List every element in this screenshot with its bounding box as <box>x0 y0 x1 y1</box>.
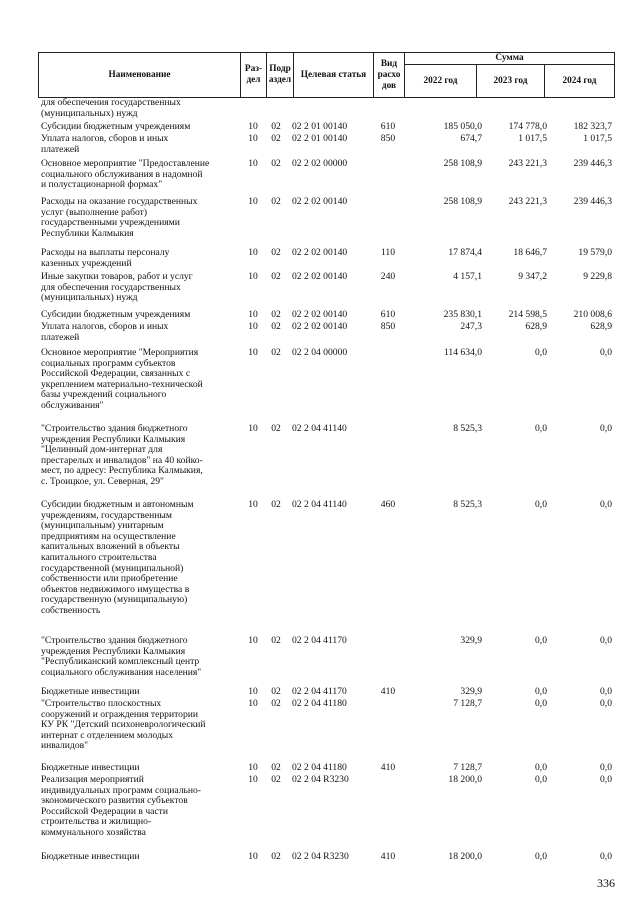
cell-podrazdel: 02 <box>271 423 281 434</box>
cell-sum-2024: 210 008,6 <box>573 309 612 320</box>
cell-target-article: 02 2 02 00140 <box>292 247 348 258</box>
header-expense-type: Вид расхо дов <box>374 53 405 98</box>
cell-razdel: 10 <box>248 851 258 862</box>
cell-target-article: 02 2 04 R3230 <box>292 851 349 862</box>
cell-sum-2022: 18 200,0 <box>448 774 482 785</box>
cell-razdel: 10 <box>248 309 258 320</box>
header-year-2023: 2023 год <box>477 65 545 98</box>
cell-sum-2022: 8 525,3 <box>453 423 482 434</box>
cell-razdel: 10 <box>248 423 258 434</box>
cell-name: Уплата налогов, сборов и иных платежей <box>41 133 169 155</box>
cell-razdel: 10 <box>248 762 258 773</box>
cell-expense-type: 410 <box>380 851 396 862</box>
header-year-2024: 2024 год <box>545 65 615 98</box>
cell-razdel: 10 <box>248 196 258 207</box>
cell-sum-2024: 182 323,7 <box>573 121 612 132</box>
cell-sum-2022: 258 108,9 <box>443 158 482 169</box>
cell-sum-2023: 1 017,5 <box>518 133 547 144</box>
cell-name: Основное мероприятие "Мероприятия социальных программ субъектов Российской Федерации, связанных с укреплением материально-технической базы учреждений социального обслуживания" <box>41 347 203 411</box>
cell-razdel: 10 <box>248 271 258 282</box>
cell-name: "Строительство плоскостных сооружений и ограждения территории КУ РК "Детский психоневрологический интернат с отделением молодых инвалидов" <box>41 698 206 752</box>
header-year-2022: 2022 год <box>405 65 477 98</box>
cell-sum-2022: 8 525,3 <box>453 499 482 510</box>
cell-sum-2024: 628,9 <box>590 321 612 332</box>
cell-sum-2023: 0,0 <box>535 499 547 510</box>
cell-name: Бюджетные инвестиции <box>41 762 140 773</box>
cell-sum-2022: 18 200,0 <box>448 851 482 862</box>
cell-target-article: 02 2 04 41170 <box>292 686 347 697</box>
cell-sum-2022: 674,7 <box>460 133 482 144</box>
cell-sum-2022: 247,3 <box>460 321 482 332</box>
cell-name: Расходы на оказание государственных услуг (выполнение работ) государственными учреждениями Республики Калмыкия <box>41 196 198 239</box>
cell-sum-2024: 239 446,3 <box>573 158 612 169</box>
cell-sum-2024: 0,0 <box>600 499 612 510</box>
cell-podrazdel: 02 <box>271 247 281 258</box>
cell-sum-2022: 7 128,7 <box>453 698 482 709</box>
cell-target-article: 02 2 02 00140 <box>292 271 348 282</box>
cell-podrazdel: 02 <box>271 698 281 709</box>
header-target-article: Целевая статья <box>294 53 374 98</box>
cell-target-article: 02 2 04 41180 <box>292 698 347 709</box>
cell-sum-2024: 0,0 <box>600 774 612 785</box>
cell-sum-2023: 243 221,3 <box>508 158 547 169</box>
cell-razdel: 10 <box>248 133 258 144</box>
cell-sum-2022: 329,9 <box>460 635 482 646</box>
cell-podrazdel: 02 <box>271 121 281 132</box>
cell-razdel: 10 <box>248 121 258 132</box>
cell-name: Бюджетные инвестиции <box>41 851 140 862</box>
cell-target-article: 02 2 02 00140 <box>292 309 348 320</box>
cell-podrazdel: 02 <box>271 499 281 510</box>
cell-sum-2023: 0,0 <box>535 774 547 785</box>
cell-podrazdel: 02 <box>271 158 281 169</box>
cell-razdel: 10 <box>248 698 258 709</box>
cell-podrazdel: 02 <box>271 321 281 332</box>
cell-sum-2023: 0,0 <box>535 762 547 773</box>
cell-razdel: 10 <box>248 686 258 697</box>
cell-podrazdel: 02 <box>271 133 281 144</box>
cell-expense-type: 850 <box>380 321 396 332</box>
cell-sum-2024: 0,0 <box>600 635 612 646</box>
cell-name: Реализация мероприятий индивидуальных программ социально- экономического развития субъектов Российской Федерации в части строительства и жилищно- коммунального хозяйства <box>41 774 201 838</box>
cell-name: Субсидии бюджетным и автономным учреждениям, государственным (муниципальным) унитарным предприятиям на осуществление капитальных вложений в объекты капитального строительства государственной (муниципальной) собственности или приобретение объектов недвижимого имущества в государственную (муниципальную) собственность <box>41 499 194 616</box>
cell-sum-2022: 4 157,1 <box>453 271 482 282</box>
cell-podrazdel: 02 <box>271 271 281 282</box>
cell-sum-2022: 235 830,1 <box>443 309 482 320</box>
cell-sum-2024: 0,0 <box>600 698 612 709</box>
cell-target-article: 02 2 02 00140 <box>292 321 348 332</box>
cell-sum-2023: 18 646,7 <box>513 247 547 258</box>
cell-expense-type: 410 <box>380 762 396 773</box>
cell-expense-type: 110 <box>380 247 396 258</box>
header-podrazdel: Подр аздел <box>267 53 294 98</box>
cell-target-article: 02 2 02 00000 <box>292 158 348 169</box>
cell-sum-2024: 0,0 <box>600 851 612 862</box>
page-number: 336 <box>597 876 615 890</box>
cell-target-article: 02 2 01 00140 <box>292 121 348 132</box>
cell-sum-2022: 185 050,0 <box>443 121 482 132</box>
cell-sum-2023: 214 598,5 <box>508 309 547 320</box>
cell-target-article: 02 2 04 R3230 <box>292 774 349 785</box>
cell-name: Субсидии бюджетным учреждениям <box>41 309 191 320</box>
cell-sum-2024: 0,0 <box>600 347 612 358</box>
cell-target-article: 02 2 02 00140 <box>292 196 348 207</box>
cell-sum-2023: 243 221,3 <box>508 196 547 207</box>
cell-podrazdel: 02 <box>271 686 281 697</box>
cell-sum-2024: 0,0 <box>600 423 612 434</box>
cell-razdel: 10 <box>248 635 258 646</box>
cell-sum-2024: 19 579,0 <box>578 247 612 258</box>
cell-target-article: 02 2 01 00140 <box>292 133 348 144</box>
cell-sum-2024: 1 017,5 <box>583 133 612 144</box>
cell-expense-type: 410 <box>380 686 396 697</box>
header-name: Наименование <box>39 53 241 98</box>
cell-name: Иные закупки товаров, работ и услуг для обеспечения государственных (муниципальных) нужд <box>41 271 193 304</box>
cell-sum-2024: 0,0 <box>600 762 612 773</box>
cell-sum-2024: 0,0 <box>600 686 612 697</box>
cell-sum-2023: 0,0 <box>535 851 547 862</box>
cell-expense-type: 460 <box>380 499 396 510</box>
cell-sum-2023: 0,0 <box>535 423 547 434</box>
cell-name: для обеспечения государственных (муниципальных) нужд <box>41 97 181 119</box>
cell-name: Субсидии бюджетным учреждениям <box>41 121 191 132</box>
header-razdel: Раз- дел <box>241 53 267 98</box>
cell-podrazdel: 02 <box>271 774 281 785</box>
cell-target-article: 02 2 04 41180 <box>292 762 347 773</box>
cell-target-article: 02 2 04 00000 <box>292 347 348 358</box>
cell-razdel: 10 <box>248 774 258 785</box>
cell-name: "Строительство здания бюджетного учреждения Республики Калмыкия "Республиканский комплексный центр социального обслуживания населения" <box>41 635 202 678</box>
cell-sum-2022: 17 874,4 <box>448 247 482 258</box>
cell-name: "Строительство здания бюджетного учреждения Республики Калмыкия "Целинный дом-интернат для престарелых и инвалидов" на 40 койко- мест, по адресу: Республика Калмыкия, с. Троицкое, ул. Северная, 29" <box>41 423 203 487</box>
cell-expense-type: 850 <box>380 133 396 144</box>
cell-sum-2023: 0,0 <box>535 698 547 709</box>
cell-sum-2023: 0,0 <box>535 347 547 358</box>
cell-podrazdel: 02 <box>271 196 281 207</box>
cell-podrazdel: 02 <box>271 347 281 358</box>
cell-expense-type: 240 <box>380 271 396 282</box>
cell-sum-2023: 174 778,0 <box>508 121 547 132</box>
cell-razdel: 10 <box>248 321 258 332</box>
cell-name: Уплата налогов, сборов и иных платежей <box>41 321 169 343</box>
table-header <box>38 52 615 98</box>
cell-expense-type: 610 <box>380 121 396 132</box>
cell-podrazdel: 02 <box>271 309 281 320</box>
cell-name: Основное мероприятие "Предоставление социального обслуживания в надомной и полустационарной формах" <box>41 158 210 191</box>
cell-podrazdel: 02 <box>271 635 281 646</box>
cell-podrazdel: 02 <box>271 762 281 773</box>
cell-razdel: 10 <box>248 247 258 258</box>
cell-razdel: 10 <box>248 499 258 510</box>
cell-sum-2022: 7 128,7 <box>453 762 482 773</box>
cell-sum-2023: 0,0 <box>535 635 547 646</box>
cell-sum-2022: 258 108,9 <box>443 196 482 207</box>
cell-sum-2023: 0,0 <box>535 686 547 697</box>
cell-sum-2022: 114 634,0 <box>443 347 482 358</box>
cell-sum-2023: 628,9 <box>525 321 547 332</box>
cell-target-article: 02 2 04 41140 <box>292 423 347 434</box>
cell-razdel: 10 <box>248 158 258 169</box>
cell-expense-type: 610 <box>380 309 396 320</box>
cell-name: Расходы на выплаты персоналу казенных учреждений <box>41 247 170 269</box>
cell-razdel: 10 <box>248 347 258 358</box>
cell-sum-2023: 9 347,2 <box>518 271 547 282</box>
cell-podrazdel: 02 <box>271 851 281 862</box>
header-sum: Сумма <box>405 53 615 65</box>
cell-sum-2022: 329,9 <box>460 686 482 697</box>
cell-sum-2024: 239 446,3 <box>573 196 612 207</box>
cell-target-article: 02 2 04 41140 <box>292 499 347 510</box>
cell-name: Бюджетные инвестиции <box>41 686 140 697</box>
cell-target-article: 02 2 04 41170 <box>292 635 347 646</box>
cell-sum-2024: 9 229,8 <box>583 271 612 282</box>
